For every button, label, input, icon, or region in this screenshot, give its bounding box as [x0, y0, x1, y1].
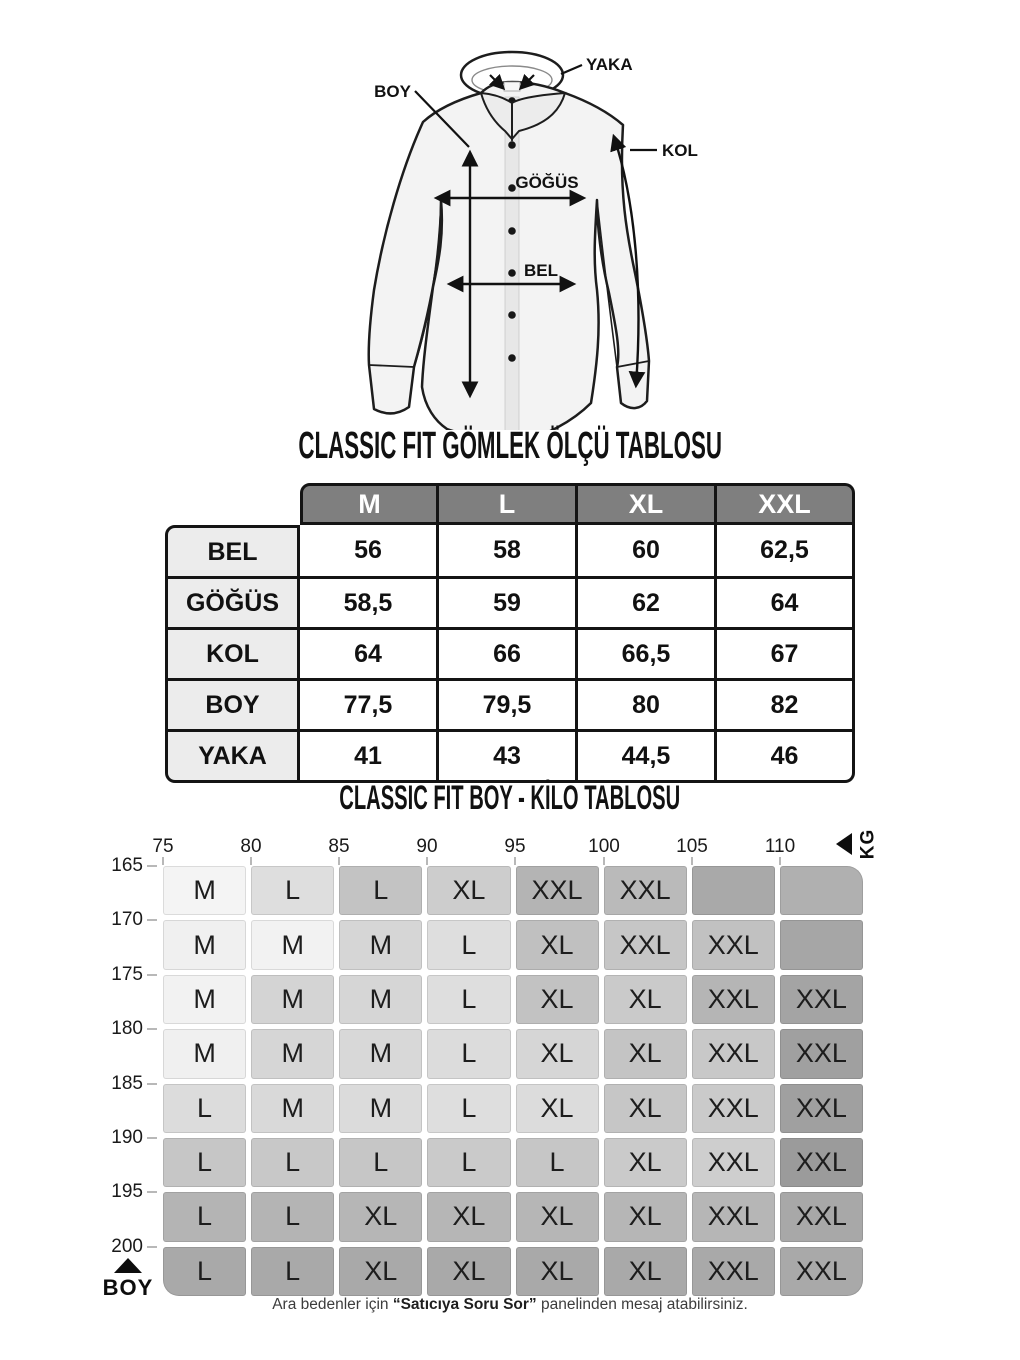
table-corner-spacer: [165, 483, 300, 525]
gogus-figure-label: GÖĞÜS: [515, 173, 579, 192]
size-cell: XXL: [604, 920, 687, 969]
axis-tick: [147, 1028, 157, 1030]
size-cell: L: [163, 1084, 246, 1133]
kg-axis-tick-label: 90: [416, 836, 438, 857]
footer-text-prefix: Ara bedenler için: [272, 1296, 393, 1313]
row-header-bel: BEL: [165, 525, 300, 579]
axis-tick: [603, 857, 605, 865]
size-cell: XXL: [692, 1247, 775, 1296]
column-header-m: M: [300, 483, 439, 525]
kg-axis-tick-label: 75: [152, 836, 174, 857]
boy-figure-label: BOY: [374, 82, 411, 101]
axis-tick: [147, 974, 157, 976]
table-cell: 56: [300, 525, 439, 579]
size-cell: XXL: [692, 1084, 775, 1133]
size-cell: XL: [604, 1084, 687, 1133]
size-cell: M: [339, 920, 422, 969]
size-cell: XL: [516, 1247, 599, 1296]
axis-tick: [147, 919, 157, 921]
size-cell: XL: [604, 1138, 687, 1187]
table-cell: 62: [578, 579, 717, 630]
size-cell: L: [251, 866, 334, 915]
size-cell: XXL: [780, 1138, 863, 1187]
size-cell: L: [251, 1138, 334, 1187]
table-cell: 44,5: [578, 732, 717, 783]
size-table-header-row: [165, 483, 855, 525]
table-cell: 64: [300, 630, 439, 681]
size-cell: L: [339, 866, 422, 915]
size-cell: [692, 866, 775, 915]
brand-tag: [504, 82, 520, 91]
size-cell: L: [427, 1138, 510, 1187]
table-cell: 41: [300, 732, 439, 783]
boy-axis-tick-label: 200: [111, 1236, 143, 1257]
size-cell: L: [339, 1138, 422, 1187]
size-table-title: CLASSIC FIT GÖMLEK ÖLÇÜ TABLOSU: [298, 424, 722, 467]
size-cell: XL: [604, 1192, 687, 1241]
size-cell: XL: [516, 1029, 599, 1078]
table-cell: 67: [717, 630, 855, 681]
size-cell: XL: [427, 1192, 510, 1241]
shirt-measurement-figure: [335, 35, 725, 430]
size-cell: XXL: [516, 866, 599, 915]
size-cell: XXL: [780, 975, 863, 1024]
size-cell: XXL: [692, 920, 775, 969]
size-cell: M: [163, 975, 246, 1024]
size-cell: XL: [604, 975, 687, 1024]
size-cell: M: [251, 975, 334, 1024]
size-cell: M: [251, 1084, 334, 1133]
table-row-gogus: [165, 579, 855, 630]
size-cell: XXL: [780, 1192, 863, 1241]
table-cell: 80: [578, 681, 717, 732]
footer-text-suffix: panelinden mesaj atabilirsiniz.: [536, 1296, 748, 1313]
table-cell: 46: [717, 732, 855, 783]
size-cell: L: [516, 1138, 599, 1187]
size-cell: XXL: [692, 1029, 775, 1078]
kg-axis-marker: [836, 828, 884, 860]
boy-arrow-icon: [114, 1258, 142, 1273]
size-cell: XL: [427, 1247, 510, 1296]
kg-axis-label: KG: [857, 828, 879, 860]
table-cell: 59: [439, 579, 578, 630]
row-header-kol: KOL: [165, 630, 300, 681]
size-cell: M: [339, 1029, 422, 1078]
axis-tick: [426, 857, 428, 865]
size-cell: XL: [604, 1029, 687, 1078]
row-header-boy: BOY: [165, 681, 300, 732]
size-cell: M: [163, 866, 246, 915]
kg-axis-tick-label: 110: [764, 836, 796, 857]
boy-axis-tick-label: 195: [111, 1181, 143, 1202]
footer-note: [0, 1296, 1020, 1314]
size-cell: XL: [516, 1084, 599, 1133]
size-cell: L: [163, 1247, 246, 1296]
table-cell: 58,5: [300, 579, 439, 630]
row-header-gogus: GÖĞÜS: [165, 579, 300, 630]
table-row-bel: [165, 525, 855, 579]
size-cell: XXL: [780, 1029, 863, 1078]
size-cell: L: [251, 1247, 334, 1296]
size-table: [165, 483, 855, 783]
kg-arrow-icon: [836, 833, 852, 855]
kg-axis-tick-label: 95: [504, 836, 526, 857]
yaka-pointer-line: [561, 65, 582, 74]
table-cell: 64: [717, 579, 855, 630]
boy-axis-tick-label: 185: [111, 1073, 143, 1094]
column-header-l: L: [439, 483, 578, 525]
table-cell: 82: [717, 681, 855, 732]
kg-axis-tick-label: 100: [588, 836, 620, 857]
yaka-figure-label: YAKA: [586, 55, 633, 74]
column-header-xxl: XXL: [717, 483, 855, 525]
table-cell: 60: [578, 525, 717, 579]
size-cell: L: [427, 975, 510, 1024]
table-row-boy: [165, 681, 855, 732]
axis-tick: [338, 857, 340, 865]
axis-tick: [779, 857, 781, 865]
axis-tick: [250, 857, 252, 865]
axis-tick: [147, 1191, 157, 1193]
table-row-yaka: [165, 732, 855, 783]
kg-axis-tick-label: 80: [240, 836, 262, 857]
size-cell: XXL: [780, 1247, 863, 1296]
kg-axis-tick-label: 105: [676, 836, 708, 857]
boy-axis-marker: [96, 1258, 160, 1301]
size-cell: XL: [516, 975, 599, 1024]
size-cell: XXL: [604, 866, 687, 915]
kg-axis-tick-label: 85: [328, 836, 350, 857]
size-cell: [780, 866, 863, 915]
size-cell: XXL: [692, 1138, 775, 1187]
size-cell: L: [163, 1192, 246, 1241]
size-cell: M: [163, 1029, 246, 1078]
size-cell: XL: [604, 1247, 687, 1296]
axis-tick: [162, 857, 164, 865]
size-cell: L: [163, 1138, 246, 1187]
size-cell: XL: [339, 1192, 422, 1241]
axis-tick: [147, 865, 157, 867]
boy-axis-tick-label: 170: [111, 909, 143, 930]
size-cell: XL: [516, 1192, 599, 1241]
table-cell: 66: [439, 630, 578, 681]
height-weight-table-title: CLASSIC FIT BOY - KİLO TABLOSU: [339, 778, 681, 817]
axis-tick: [147, 1137, 157, 1139]
size-cell: M: [251, 920, 334, 969]
boy-axis-tick-label: 190: [111, 1127, 143, 1148]
size-cell: XL: [339, 1247, 422, 1296]
axis-tick: [147, 1246, 157, 1248]
table-cell: 66,5: [578, 630, 717, 681]
footer-text-bold: “Satıcıya Soru Sor”: [392, 1296, 537, 1313]
bel-figure-label: BEL: [524, 261, 558, 280]
table-cell: 43: [439, 732, 578, 783]
size-cell: XXL: [692, 975, 775, 1024]
size-cell: XL: [427, 866, 510, 915]
row-header-yaka: YAKA: [165, 732, 300, 783]
size-cell: [780, 920, 863, 969]
table-cell: 58: [439, 525, 578, 579]
column-header-xl: XL: [578, 483, 717, 525]
size-cell: M: [339, 1084, 422, 1133]
size-cell: M: [251, 1029, 334, 1078]
axis-tick: [514, 857, 516, 865]
boy-axis-tick-label: 180: [111, 1018, 143, 1039]
kol-figure-label: KOL: [662, 141, 698, 160]
axis-tick: [691, 857, 693, 865]
size-cell: L: [427, 920, 510, 969]
height-weight-matrix: [163, 866, 863, 1296]
size-cell: XL: [516, 920, 599, 969]
size-cell: XXL: [692, 1192, 775, 1241]
table-cell: 62,5: [717, 525, 855, 579]
size-cell: L: [427, 1084, 510, 1133]
table-row-kol: [165, 630, 855, 681]
boy-axis-tick-label: 165: [111, 855, 143, 876]
size-cell: XXL: [780, 1084, 863, 1133]
size-cell: M: [339, 975, 422, 1024]
size-cell: L: [251, 1192, 334, 1241]
size-cell: M: [163, 920, 246, 969]
size-cell: L: [427, 1029, 510, 1078]
boy-axis-label: BOY: [102, 1275, 154, 1300]
table-cell: 77,5: [300, 681, 439, 732]
boy-axis-tick-label: 175: [111, 964, 143, 985]
axis-tick: [147, 1083, 157, 1085]
table-cell: 79,5: [439, 681, 578, 732]
